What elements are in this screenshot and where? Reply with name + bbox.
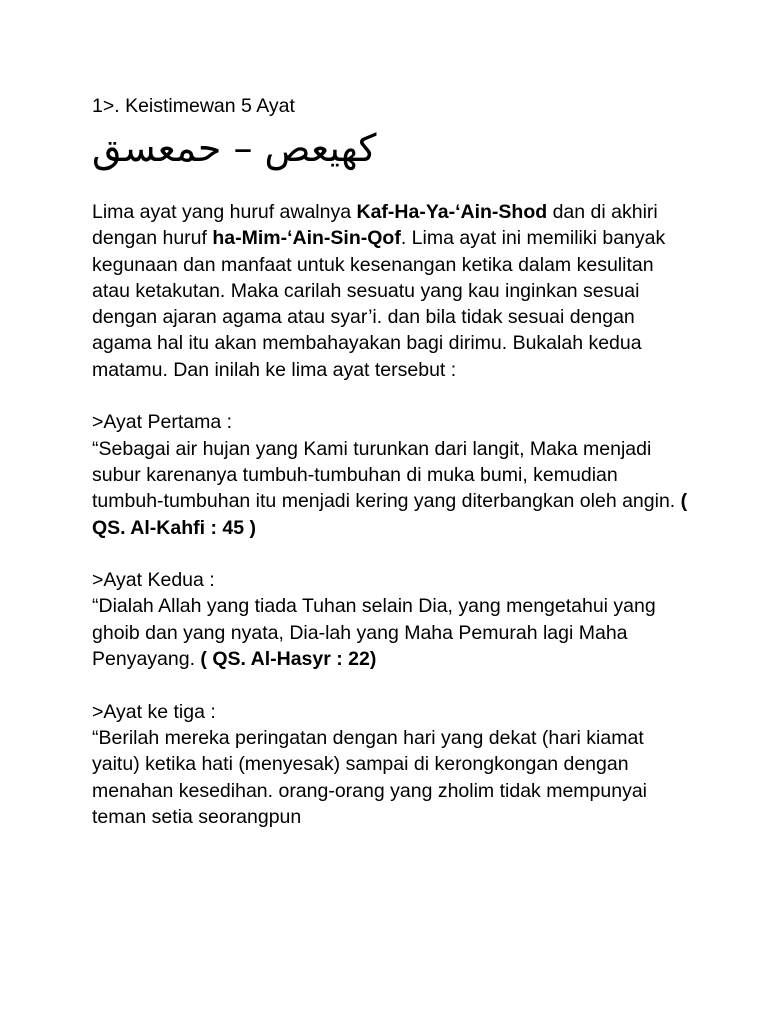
verse-2-label: >Ayat Kedua : [92, 569, 215, 592]
spacer [92, 672, 692, 698]
section-heading: 1>. Keistimewan 5 Ayat [92, 95, 295, 117]
verse-1-text [92, 436, 692, 541]
intro-text-2: dan di akhiri dengan huruf [92, 201, 658, 250]
verse-2-reference: ( QS. Al-Hasyr : 22) [200, 648, 377, 671]
verse-1-reference: ( QS. Al-Kahfi : 45 ) [92, 490, 688, 539]
verse-1-body: “Sebagai air hujan yang Kami turunkan dari langit, Maka menjadi subur karenanya tumbuh-tumbuhan di muka bumi, kemudian tumbuh-tumbuhan itu menjadi kering yang diterbangkan oleh angin. [92, 437, 681, 513]
verse-3-body: “Berilah mereka peringatan dengan hari yang dekat (hari kiamat yaitu) ketika hati (menyesak) sampai di kerongkongan dengan menahan kesedihan. orang-orang yang zholim tidak mempunyai teman setia seorangpun [92, 726, 647, 828]
intro-text-3: . Lima ayat ini memiliki banyak kegunaan dan manfaat untuk kesenangan ketika dalam kesulitan atau ketakutan. Maka carilah sesuatu yang kau inginkan sesuai dengan ajaran agama atau syar’i. dan bila tidak sesuai dengan agama hal itu akan membahayakan bagi dirimu. Bukalah kedua matamu. Dan inilah ke lima ayat tersebut : [92, 227, 666, 381]
verse-3-text [92, 725, 692, 830]
spacer [92, 383, 692, 409]
verse-2-text [92, 593, 692, 672]
intro-bold-1: Kaf-Ha-Ya-‘Ain-Shod [356, 201, 548, 223]
intro-text-1: Lima ayat yang huruf awalnya [92, 201, 357, 223]
document-page [92, 92, 692, 830]
verse-3-label: >Ayat ke tiga : [92, 700, 216, 723]
verse-2-body: “Dialah Allah yang tiada Tuhan selain Dia, yang mengetahui yang ghoib dan yang nyata, Dia-lah yang Maha Pemurah lagi Maha Penyayang. [92, 595, 656, 671]
intro-paragraph [92, 199, 692, 383]
spacer [92, 541, 692, 567]
arabic-title: كهيعص – حمعسق [92, 126, 377, 170]
verse-1-label: >Ayat Pertama : [92, 411, 233, 434]
intro-bold-2: ha-Mim-‘Ain-Sin-Qof [212, 227, 401, 250]
